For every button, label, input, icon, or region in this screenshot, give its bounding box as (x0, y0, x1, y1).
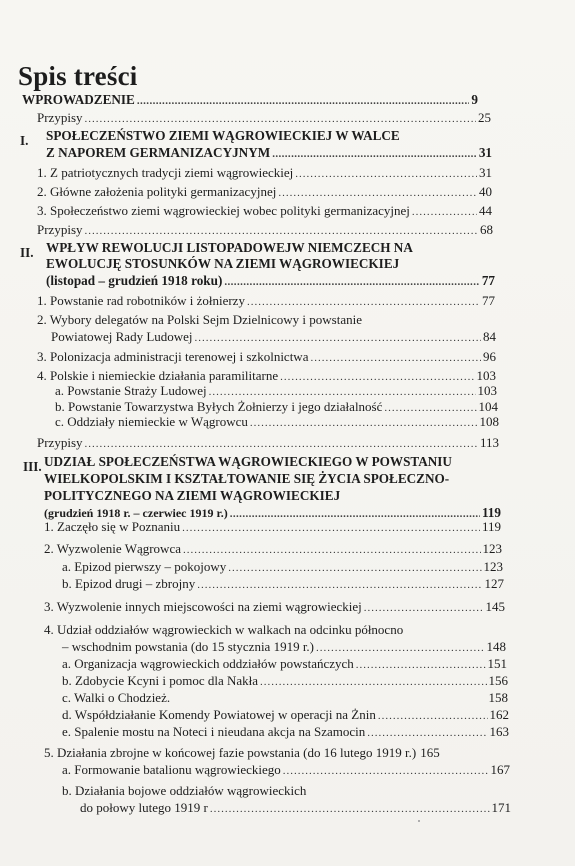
page-number: 156 (488, 673, 508, 688)
entry-title: 4. Polskie i niemieckie działania paramilitarne (37, 368, 279, 383)
page-number: 119 (481, 519, 501, 534)
entry-title: 3. Polonizacja administracji terenowej i szkolnictwa (37, 349, 309, 364)
entry-title: b. Działania bojowe oddziałów wągrowieckich (62, 783, 307, 798)
chapter-number: III. (23, 459, 42, 474)
chapter-title-line: WPŁYW REWOLUCJI LISTOPADOWEJW NIEMCZECH NA (46, 240, 413, 255)
entry-title: a. Powstanie Straży Ludowej (55, 383, 207, 398)
page-number: 163 (489, 724, 509, 739)
entry-title: a. Formowanie batalionu wągrowieckiego (62, 762, 281, 777)
page-number: 113 (479, 435, 499, 450)
entry-title: 4. Udział oddziałów wągrowieckich w walkach na odcinku północno (44, 622, 404, 637)
page-number: 84 (483, 329, 496, 344)
entry-title: Przypisy (37, 435, 83, 450)
leader-dots (272, 147, 477, 162)
leader-dots (283, 764, 489, 779)
leader-dots (197, 578, 482, 593)
page-number: 123 (483, 559, 503, 574)
page-number: 9 (471, 92, 478, 107)
leader-dots (183, 543, 481, 558)
leader-dots (260, 675, 486, 690)
print-speck (418, 820, 420, 822)
page-number: 165 (420, 745, 440, 760)
chapter-title-line: WIELKOPOLSKIM I KSZTAŁTOWANIE SIĘ ŻYCIA SPOŁECZNO- (44, 471, 450, 486)
chapter-title-line: SPOŁECZEŃSTWO ZIEMI WĄGROWIECKIEJ W WALCE (46, 128, 400, 143)
entry-title: a. Epizod pierwszy – pokojowy (62, 559, 227, 574)
leader-dots (85, 437, 478, 452)
entry-title: 5. Działania zbrojne w końcowej fazie powstania (do 16 lutego 1919 r.) (44, 745, 417, 760)
leader-dots (195, 331, 481, 346)
leader-dots (412, 205, 477, 220)
page-number: 148 (486, 639, 506, 654)
page-number: 145 (485, 599, 505, 614)
leader-dots (250, 416, 478, 431)
chapter-number: II. (20, 245, 34, 260)
entry-title: – wschodnim powstania (do 15 stycznia 1919 r.) (62, 639, 315, 654)
page-number: 31 (478, 145, 492, 160)
page-number: 77 (482, 293, 495, 308)
entry-title: 1. Zaczęło się w Poznaniu (44, 519, 181, 534)
page-number: 127 (484, 576, 504, 591)
entry-title: 3. Wyzwolenie innych miejscowości na ziemi wągrowieckiej (44, 599, 362, 614)
entry-title: WPROWADZENIE (22, 92, 135, 107)
entry-title: d. Współdziałanie Komendy Powiatowej w operacji na Żnin (62, 707, 376, 722)
entry-title: e. Spalenie mostu na Noteci i nieudana akcja na Szamocin (62, 724, 366, 739)
leader-dots (378, 709, 488, 724)
page-number: 151 (487, 656, 507, 671)
entry-title: 2. Wybory delegatów na Polski Sejm Dzielnicowy i powstanie (37, 312, 363, 327)
leader-dots (316, 641, 484, 656)
entry-title: b. Zdobycie Kcyni i pomoc dla Nakła (62, 673, 259, 688)
page-number: 167 (490, 762, 510, 777)
leader-dots (137, 94, 470, 109)
entry-title: 1. Powstanie rad robotników i żołnierzy (37, 293, 245, 308)
entry-title: a. Organizacja wągrowieckich oddziałów powstańczych (62, 656, 354, 671)
chapter-title-line: (listopad – grudzień 1918 roku) (46, 273, 223, 288)
leader-dots (364, 601, 484, 616)
leader-dots (85, 112, 477, 127)
leader-dots (182, 521, 480, 536)
leader-dots (210, 802, 490, 817)
entry-title: b. Epizod drugi – zbrojny (62, 576, 196, 591)
entry-title: 1. Z patriotycznych tradycji ziemi wągrowieckiej (37, 165, 294, 180)
chapter-number: I. (20, 133, 29, 148)
leader-dots (278, 186, 477, 201)
chapter-title-line: Z NAPOREM GERMANIZACYJNYM (46, 145, 271, 160)
page-number: 171 (491, 800, 511, 815)
entry-title: 2. Wyzwolenie Wągrowca (44, 541, 181, 556)
leader-dots (367, 726, 487, 741)
page-title: Spis treści (18, 61, 138, 91)
entry-title: b. Powstanie Towarzystwa Byłych Żołnierzy i jego działalność (55, 399, 383, 414)
entry-title: c. Oddziały niemieckie w Wągrowcu (55, 414, 248, 429)
page-number: 119 (481, 505, 501, 520)
page-number: 68 (480, 222, 493, 237)
page-number: 77 (481, 273, 495, 288)
entry-title: Powiatowej Rady Ludowej (51, 329, 193, 344)
entry-title: c. Walki o Chodzież. (62, 690, 171, 705)
chapter-title-line: (grudzień 1918 r. – czerwiec 1919 r.) (44, 506, 228, 520)
page-number: 158 (488, 690, 508, 705)
chapter-title-line: UDZIAŁ SPOŁECZEŃSTWA WĄGROWIECKIEGO W POWSTANIU (44, 454, 452, 469)
page-number: 123 (482, 541, 502, 556)
page-number: 25 (478, 110, 491, 125)
page-number: 103 (476, 368, 496, 383)
leader-dots (310, 351, 481, 366)
entry-title: Przypisy (37, 222, 83, 237)
leader-dots (356, 658, 486, 673)
chapter-title-line: EWOLUCJĘ STOSUNKÓW NA ZIEMI WĄGROWIECKIEJ (46, 256, 400, 271)
page-number: 162 (489, 707, 509, 722)
leader-dots (228, 561, 481, 576)
entry-title: 2. Główne założenia polityki germanizacyjnej (37, 184, 277, 199)
entry-title: 3. Społeczeństwo ziemi wągrowieckiej wobec polityki germanizacyjnej (37, 203, 410, 218)
leader-dots (224, 275, 479, 290)
entry-title: do połowy lutego 1919 r (80, 800, 208, 815)
page-number: 108 (479, 414, 499, 429)
page-number: 104 (478, 399, 498, 414)
chapter-title-line: POLITYCZNEGO NA ZIEMI WĄGROWIECKIEJ (44, 488, 341, 503)
page-number: 44 (479, 203, 492, 218)
page-number: 40 (479, 184, 492, 199)
entry-title: Przypisy (37, 110, 83, 125)
leader-dots (85, 224, 479, 239)
leader-dots (295, 167, 477, 182)
page-number: 103 (477, 383, 497, 398)
leader-dots (247, 295, 480, 310)
leader-dots (209, 385, 476, 400)
page-number: 31 (479, 165, 492, 180)
page-number: 96 (483, 349, 496, 364)
